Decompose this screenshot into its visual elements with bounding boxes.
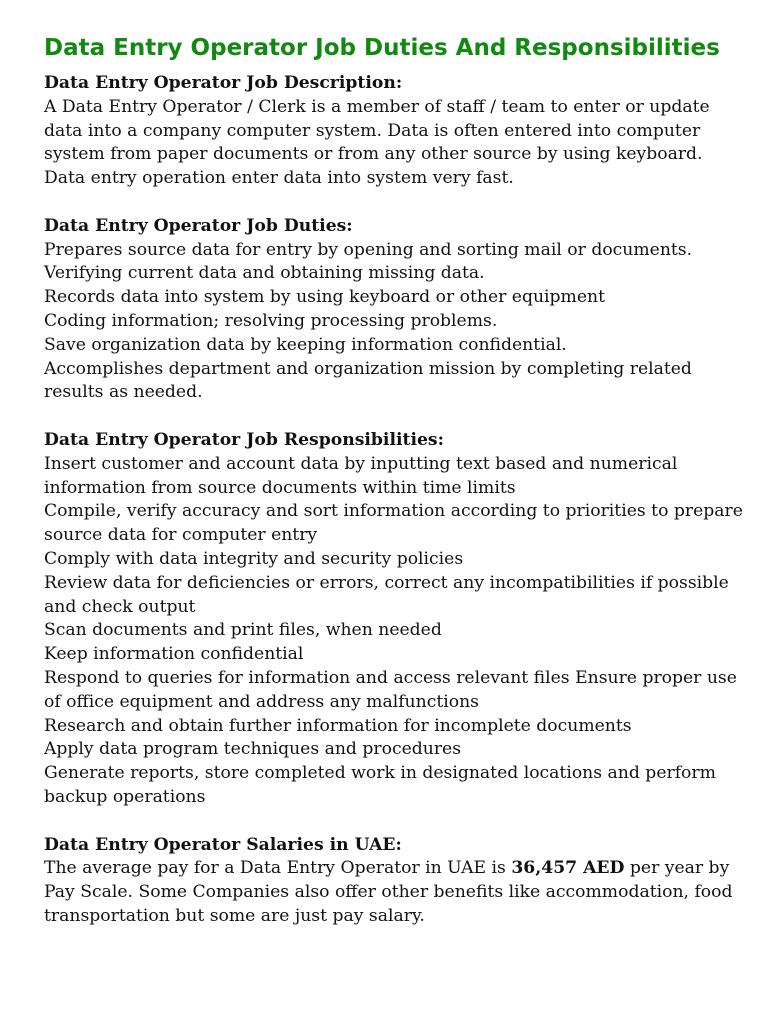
job-description-text: A Data Entry Operator / Clerk is a member of staff / team to enter or update data into a company computer system. Data is often entered into computer system from paper documents or from any other source by using keyboard. Data entry operation enter data into system very fast.: [44, 96, 710, 189]
duty-item: Coding information; resolving processing problems.: [44, 310, 498, 331]
responsibility-item: Compile, verify accuracy and sort information according to priorities to prepare source data for computer entry: [44, 501, 743, 546]
responsibility-item: Research and obtain further information for incomplete documents: [44, 715, 632, 736]
responsibility-item: Scan documents and print files, when needed: [44, 620, 442, 641]
duty-item: Prepares source data for entry by opening and sorting mail or documents.: [44, 239, 693, 260]
responsibility-item: Keep information confidential: [44, 644, 304, 665]
job-duties-section: [44, 215, 744, 405]
responsibility-item: Comply with data integrity and security policies: [44, 548, 464, 569]
job-description-heading: Data Entry Operator Job Description:: [44, 73, 403, 93]
salary-text-after: per year by Pay Scale. Some Companies also offer other benefits like accommodation, food transportation but some are just pay salary.: [44, 858, 733, 926]
duty-item: Save organization data by keeping information confidential.: [44, 334, 567, 355]
responsibility-item: Insert customer and account data by inputting text based and numerical information from source documents within time limits: [44, 453, 678, 498]
responsibility-item: Apply data program techniques and procedures: [44, 739, 462, 760]
duty-item: Accomplishes department and organization mission by completing related results as needed.: [44, 358, 692, 403]
job-duties-heading: Data Entry Operator Job Duties:: [44, 215, 353, 236]
page-title: Data Entry Operator Job Duties And Responsibilities: [44, 35, 720, 61]
job-responsibilities-section: [44, 429, 744, 810]
job-responsibilities-heading: Data Entry Operator Job Responsibilities:: [44, 429, 444, 450]
salary-section: [44, 834, 744, 929]
duty-item: Records data into system by using keyboard or other equipment: [44, 287, 605, 308]
duty-item: Verifying current data and obtaining missing data.: [44, 263, 485, 284]
salary-text-before: The average pay for a Data Entry Operator in UAE is: [44, 858, 512, 879]
document-page: [44, 34, 744, 952]
responsibility-item: Generate reports, store completed work in designated locations and perform backup operations: [44, 763, 716, 807]
salary-text: [44, 857, 744, 928]
responsibility-item: Review data for deficiencies or errors, correct any incompatibilities if possible and check output: [44, 572, 729, 617]
responsibility-item: Respond to queries for information and access relevant files Ensure proper use of office equipment and address any malfunctions: [44, 667, 737, 712]
salary-amount: 36,457 AED: [511, 858, 625, 879]
job-description-section: [44, 72, 744, 191]
salary-heading: Data Entry Operator Salaries in UAE:: [44, 834, 402, 855]
